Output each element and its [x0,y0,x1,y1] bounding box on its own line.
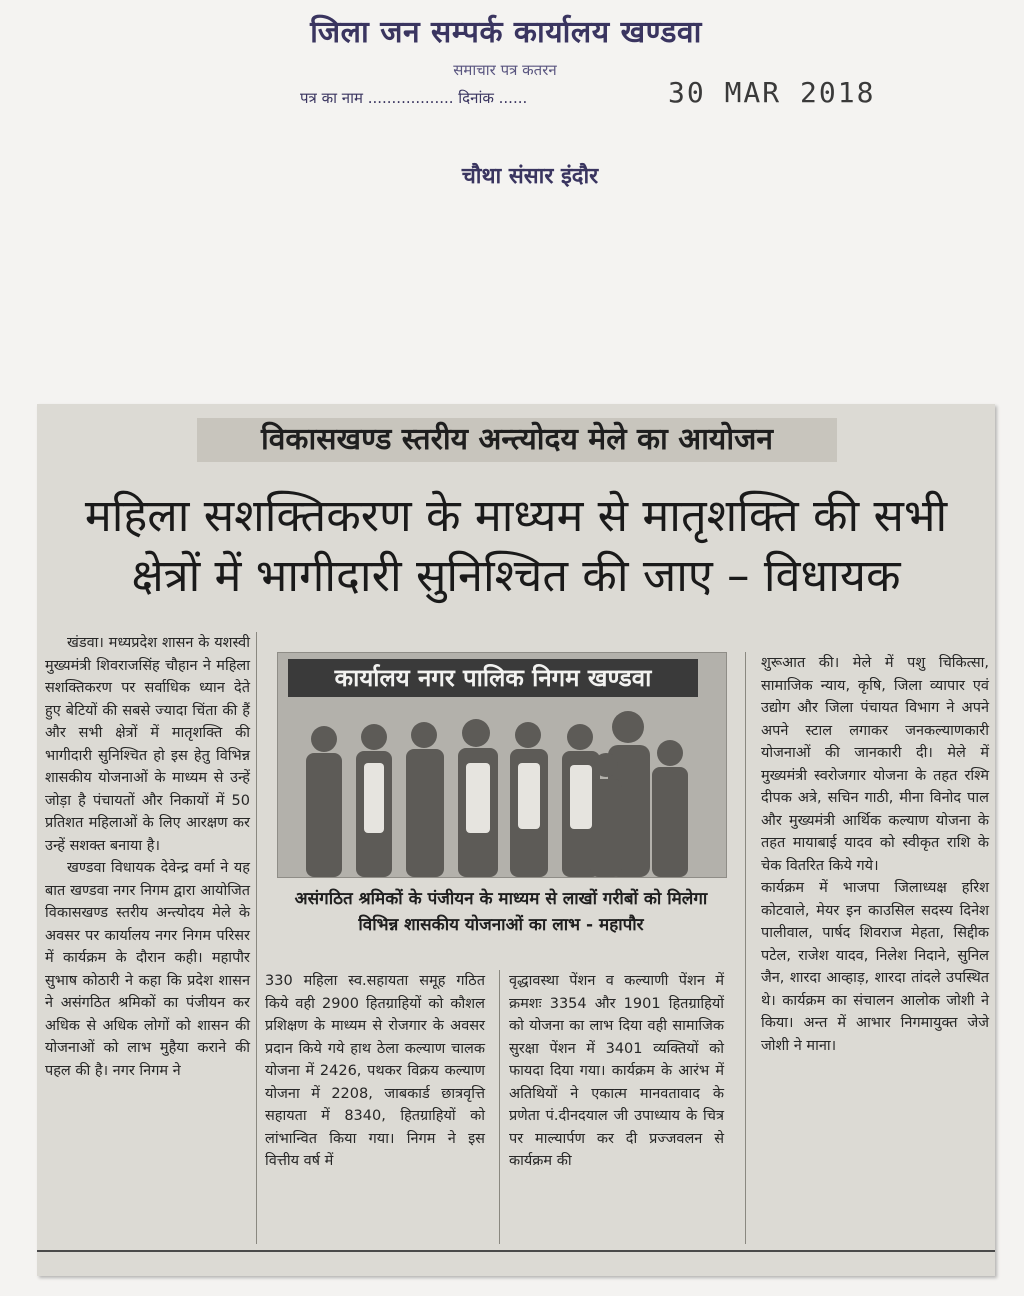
column-divider [256,632,257,1244]
newspaper-clipping [37,404,995,1276]
article-paragraph: शुरूआत की। मेले में पशु चिकित्सा, सामाजिक न्याय, कृषि, जिला व्यापार एवं उद्योग और जिला पंचायत विभाग ने अपने अपने स्टाल लगाकर जनकल्याणकारी योजनाओं की जानकारी दी। मेले में मुख्यमंत्री स्वरोजगार योजना के तहत रश्मि दीपक अत्रे, सचिन गाठी, मीना विनोद पाल और मुख्यमंत्री आर्थिक कल्याण योजना के तहत मायाबाई यादव को स्वीकृत राशि के चेक वितरित किये गये। [761,655,989,874]
stamp-newspaper-name: चौथा संसार इंदौर [461,164,599,189]
article-paragraph: वृद्धावस्था पेंशन व कल्याणी पेंशन में क्रमशः 3354 और 1901 हितग्राहियों को योजना का लाभ दिया वही सामाजिक सुरक्षा पेंशन में 3401 व्यक्तियों को फायदा दिया गया। कार्यक्रम के आरंभ में अतिथियों ने एकात्म मानवतावाद के प्रणेता पं.दीनदयाल जी उपाध्याय के चित्र पर माल्यार्पण कर दी प्रज्जवलन से कार्यक्रम की [509,973,724,1169]
stamp-subtitle: समाचार पत्र कतरन [453,61,557,79]
stamp-date: 30 MAR 2018 [668,76,876,109]
press-clipping-stamp [0,0,1024,240]
article-column-1 [45,632,250,1082]
article-paragraph: खंडवा। मध्यप्रदेश शासन के यशस्वी मुख्यमंत्री शिवराजसिंह चौहान ने महिला सशक्तिकरण पर सर्वाधिक ध्यान देते हुए बेटियों की सबसे ज्यादा चिंता की हैं और सभी क्षेत्रों में मातृशक्ति की भागीदारी सुनिश्चित हो इस हेतु विभिन्न शासकीय योजनाओं के माध्यम से उन्हें जोड़ा है पंचायतों और निकायों में 50 प्रतिशत महिलाओं के लिए आरक्षण कर उन्हें सशक्त बनाया है। [45,635,250,854]
stamp-office-name: जिला जन सम्पर्क कार्यालय खण्डवा [310,15,702,50]
article-paragraph: खण्डवा विधायक देवेन्द्र वर्मा ने यह बात खण्डवा नगर निगम द्वारा आयोजित विकासखण्ड स्तरीय अन्त्योदय मेले के अवसर पर कार्यालय नगर निगम परिसर में कार्यक्रम के दौरान कही। महापौर सुभाष कोठारी ने कहा कि प्रदेश शासन ने असंगठित श्रमिकों का पंजीयन कर अधिक से अधिक लोगों को शासन की योजनाओं को लाभ मुहैया कराने की पहल की है। नगर निगम ने [45,860,250,1079]
article-headline: महिला सशक्तिकरण के माध्यम से मातृशक्ति की सभी क्षेत्रों में भागीदारी सुनिश्चित की जाए – विधायक [84,489,948,602]
article-column-4 [761,652,989,1057]
article-column-3 [509,970,724,1173]
stamp-paper-label: पत्र का नाम .................. [300,89,454,107]
stamp-paper-date-line [300,88,700,108]
column-divider [499,970,500,1244]
article-photo [277,652,727,878]
column-divider [745,652,746,1244]
photo-caption: असंगठित श्रमिकों के पंजीयन के माध्यम से लाखों गरीबों को मिलेगा विभिन्न शासकीय योजनाओं का लाभ - महापौर [294,889,708,935]
article-paragraph: 330 महिला स्व.सहायता समूह गठित किये वही 2900 हितग्राहियों को कौशल प्रशिक्षण के माध्यम से रोजगार के अवसर प्रदान किये गये हाथ ठेला कल्याण चालक योजना में 2426, पथकर विक्रय कल्याण योजना में 2208, जाबकार्ड छात्रवृत्ति सहायता में 8340, हितग्राहियों को लांभान्वित किया गया। निगम ने इस वित्तीय वर्ष में [265,973,485,1169]
article-column-2 [265,970,485,1173]
stamp-date-label: दिनांक ...... [458,89,528,107]
bottom-rule [37,1250,995,1252]
article-paragraph: कार्यक्रम में भाजपा जिलाध्यक्ष हरिश कोटवाले, मेयर इन काउसिल सदस्य दिनेश पालीवाल, पार्षद शिवराज मेहता, सिद्दीक पटेल, राजेश यादव, निलेश निदाने, सुनिल जैन, शारदा आव्हाड़, शारदा तांदले उपस्थित थे। कार्यक्रम का संचालन आलोक जोशी ने किया। अन्त में आभार निगमायुक्त जेजे जोशी ने माना। [761,880,989,1054]
photo-banner-text: कार्यालय नगर पालिक निगम खण्डवा [288,659,698,697]
article-kicker: विकासखण्ड स्तरीय अन्त्योदय मेले का आयोजन [197,418,837,462]
